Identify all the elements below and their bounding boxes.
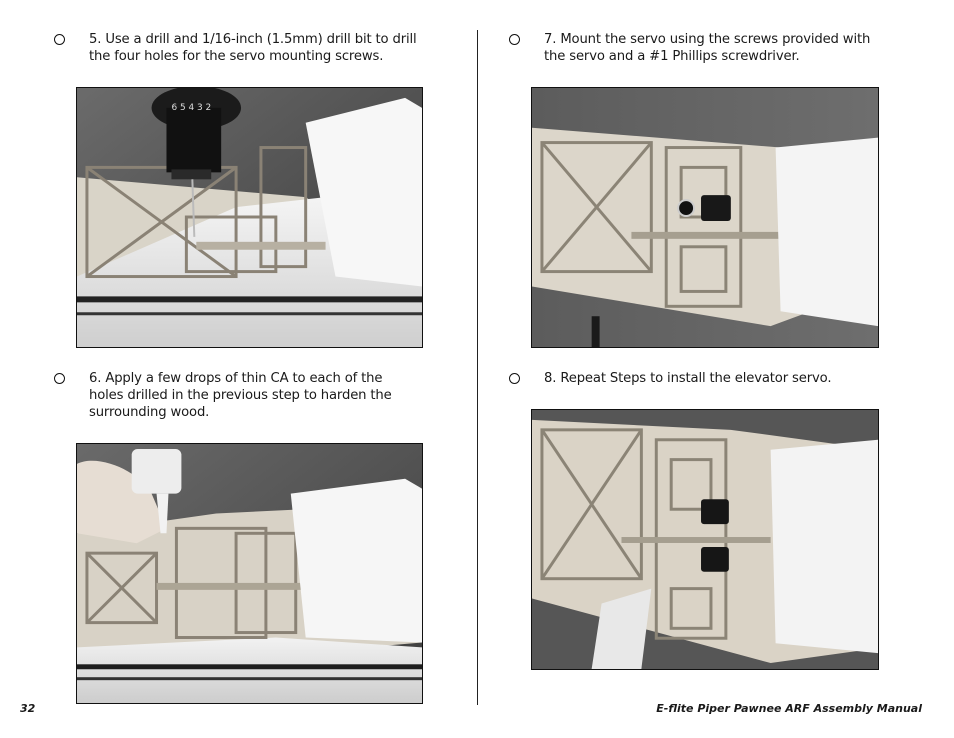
photo-elevator-illustration <box>532 410 878 669</box>
photo-elevator-servo <box>531 409 879 670</box>
step-8 <box>509 370 889 387</box>
step-7 <box>509 31 889 65</box>
photo-applying-ca <box>76 443 423 704</box>
drill-chuck-label: 6 5 4 3 2 <box>171 102 212 113</box>
photo-drilling-illustration <box>77 88 422 347</box>
step-6-text: 6. Apply a few drops of thin CA to each of the holes drilled in the previous step to harden the surrounding wood. <box>89 371 392 420</box>
step-5 <box>54 31 434 65</box>
page-number: 32 <box>20 702 36 715</box>
photo-ca-illustration <box>77 444 422 703</box>
checkbox-circle-icon[interactable] <box>54 373 65 384</box>
step-5-text: 5. Use a drill and 1/16-inch (1.5mm) drill bit to drill the four holes for the servo mounting screws. <box>89 32 417 64</box>
step-7-text: 7. Mount the servo using the screws provided with the servo and a #1 Phillips screwdriver. <box>544 32 871 64</box>
checkbox-circle-icon[interactable] <box>509 373 520 384</box>
photo-servo-mounted <box>531 87 879 348</box>
photo-servo-illustration <box>532 88 878 347</box>
column-divider <box>477 30 478 705</box>
photo-drilling-servo-holes <box>76 87 423 348</box>
checkbox-circle-icon[interactable] <box>54 34 65 45</box>
step-8-text: 8. Repeat Steps to install the elevator servo. <box>544 371 832 386</box>
footer-title: E-flite Piper Pawnee ARF Assembly Manual <box>656 702 922 715</box>
step-6 <box>54 370 399 421</box>
checkbox-circle-icon[interactable] <box>509 34 520 45</box>
